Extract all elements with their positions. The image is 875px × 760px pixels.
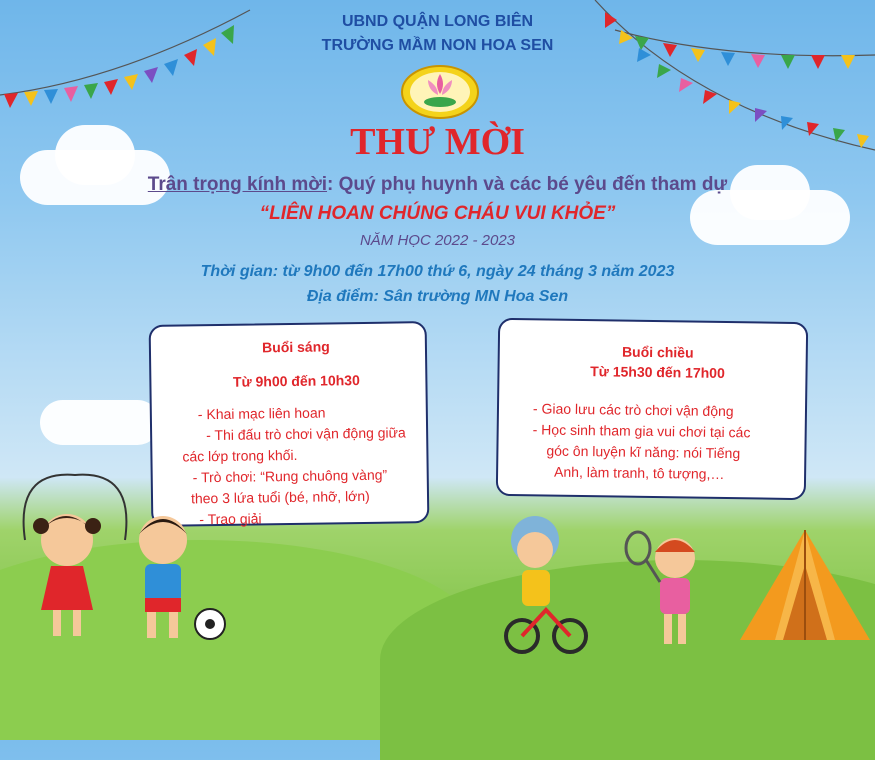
cloud-bottom-left — [40, 400, 160, 445]
morning-item: - Khai mạc liên hoan — [197, 404, 326, 423]
afternoon-item: Anh, làm tranh, tô tượng,… — [554, 463, 725, 483]
afternoon-item: - Giao lưu các trò chơi vận động — [532, 400, 734, 420]
event-place: Địa điểm: Sân trường MN Hoa Sen — [306, 288, 569, 305]
school-year: NĂM HỌC 2022 - 2023 — [359, 232, 516, 249]
morning-item: các lớp trong khối. — [182, 446, 298, 465]
invitation-rest: : Quý phụ huynh và các bé yêu đến tham dự — [327, 174, 728, 195]
morning-item: - Thi đấu trò chơi vận động giữa — [206, 424, 406, 444]
district-name: UBND QUẬN LONG BIÊN — [341, 13, 534, 30]
afternoon-hours: Từ 15h30 đến 17h00 — [590, 363, 725, 382]
morning-item: - Trao giải — [199, 510, 262, 528]
invitation-title: THƯ MỜI — [350, 121, 525, 163]
school-logo — [400, 64, 480, 120]
event-time: Thời gian: từ 9h00 đến 17h00 thứ 6, ngày 24 tháng 3 năm 2023 — [200, 263, 675, 280]
morning-item: theo 3 lứa tuổi (bé, nhỡ, lớn) — [190, 487, 370, 507]
afternoon-item: - Học sinh tham gia vui chơi tại các — [532, 421, 751, 441]
afternoon-item: góc ôn luyện kĩ năng: nói Tiếng — [546, 442, 741, 462]
afternoon-schedule-card — [496, 318, 808, 500]
event-name: “LIÊN HOAN CHÚNG CHÁU VUI KHỎE” — [259, 203, 616, 224]
afternoon-title: Buổi chiều — [621, 343, 694, 361]
school-name: TRƯỜNG MẦM NON HOA SEN — [321, 37, 554, 54]
invitation-line — [0, 174, 875, 196]
tent-illustration — [735, 525, 875, 655]
morning-item: - Trò chơi: “Rung chuông vàng” — [192, 466, 388, 486]
invitation-lead: Trân trọng kính mời — [147, 174, 328, 195]
kids-playing-illustration — [5, 470, 235, 650]
morning-hours: Từ 9h00 đến 10h30 — [232, 372, 360, 390]
morning-title: Buổi sáng — [261, 338, 330, 356]
kids-cycling-tennis-illustration — [500, 500, 730, 660]
